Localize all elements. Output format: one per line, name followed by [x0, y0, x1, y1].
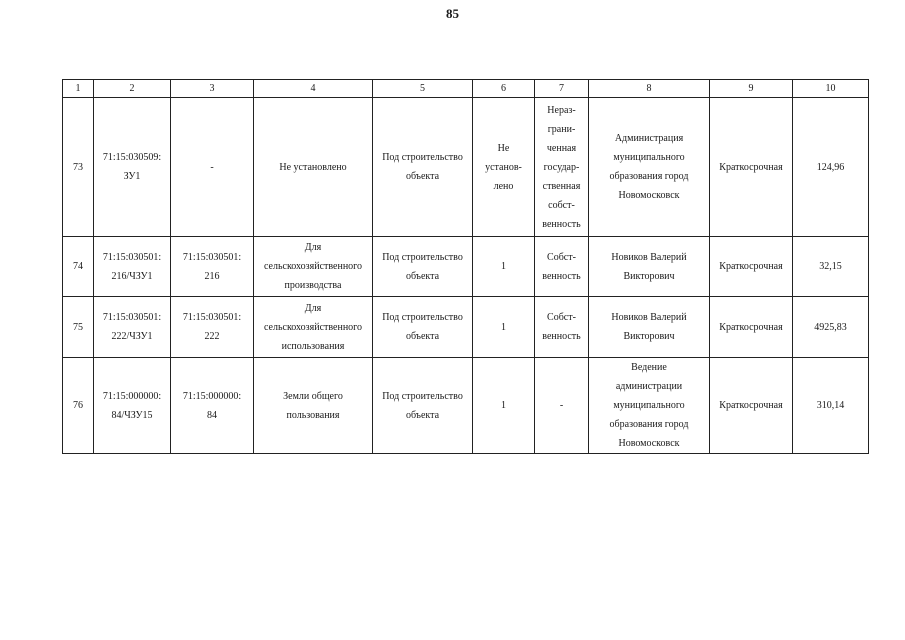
purpose: Под строительство объекта: [373, 98, 473, 237]
row-number: 74: [63, 237, 94, 297]
page-number: 85: [446, 6, 459, 21]
row-number: 76: [63, 358, 94, 454]
purpose: Под строительство объекта: [373, 297, 473, 358]
land-category: Для сельскохозяйственного использования: [254, 297, 373, 358]
col-header: 8: [589, 80, 710, 98]
table-row: [63, 98, 869, 237]
col-header: 4: [254, 80, 373, 98]
parent-parcel: -: [171, 98, 254, 237]
land-category: Не установлено: [254, 98, 373, 237]
cadastral-part: 71:15:000000: 84/ЧЗУ15: [94, 358, 171, 454]
ownership: Собст- венность: [535, 237, 589, 297]
term: Краткосрочная: [710, 358, 793, 454]
cadastral-part: 71:15:030509: ЗУ1: [94, 98, 171, 237]
col-header: 2: [94, 80, 171, 98]
term: Краткосрочная: [710, 237, 793, 297]
col-header: 3: [171, 80, 254, 98]
col-header: 6: [473, 80, 535, 98]
land-category: Земли общего пользования: [254, 358, 373, 454]
parent-parcel: 71:15:000000: 84: [171, 358, 254, 454]
col-header: 10: [793, 80, 869, 98]
col-header: 7: [535, 80, 589, 98]
row-number: 73: [63, 98, 94, 237]
ownership: -: [535, 358, 589, 454]
area: 124,96: [793, 98, 869, 237]
purpose: Под строительство объекта: [373, 237, 473, 297]
header-row: [63, 80, 869, 98]
parent-parcel: 71:15:030501: 216: [171, 237, 254, 297]
area: 32,15: [793, 237, 869, 297]
count: 1: [473, 358, 535, 454]
ownership: Собст- венность: [535, 297, 589, 358]
land-registry-table: [62, 79, 869, 454]
holder: Новиков Валерий Викторович: [589, 237, 710, 297]
area: 310,14: [793, 358, 869, 454]
purpose: Под строительство объекта: [373, 358, 473, 454]
row-number: 75: [63, 297, 94, 358]
table-row: [63, 358, 869, 454]
holder: Ведение администрации муниципального образования город Новомосковск: [589, 358, 710, 454]
table-row: [63, 297, 869, 358]
count: 1: [473, 297, 535, 358]
holder: Новиков Валерий Викторович: [589, 297, 710, 358]
term: Краткосрочная: [710, 98, 793, 237]
col-header: 5: [373, 80, 473, 98]
col-header: 9: [710, 80, 793, 98]
land-category: Для сельскохозяйственного производства: [254, 237, 373, 297]
cadastral-part: 71:15:030501: 216/ЧЗУ1: [94, 237, 171, 297]
parent-parcel: 71:15:030501: 222: [171, 297, 254, 358]
count: 1: [473, 237, 535, 297]
holder: Администрация муниципального образования город Новомосковск: [589, 98, 710, 237]
table-row: [63, 237, 869, 297]
cadastral-part: 71:15:030501: 222/ЧЗУ1: [94, 297, 171, 358]
area: 4925,83: [793, 297, 869, 358]
term: Краткосрочная: [710, 297, 793, 358]
count: Не установ- лено: [473, 98, 535, 237]
ownership: Нераз- грани- ченная государ- ственная собст- венность: [535, 98, 589, 237]
col-header: 1: [63, 80, 94, 98]
